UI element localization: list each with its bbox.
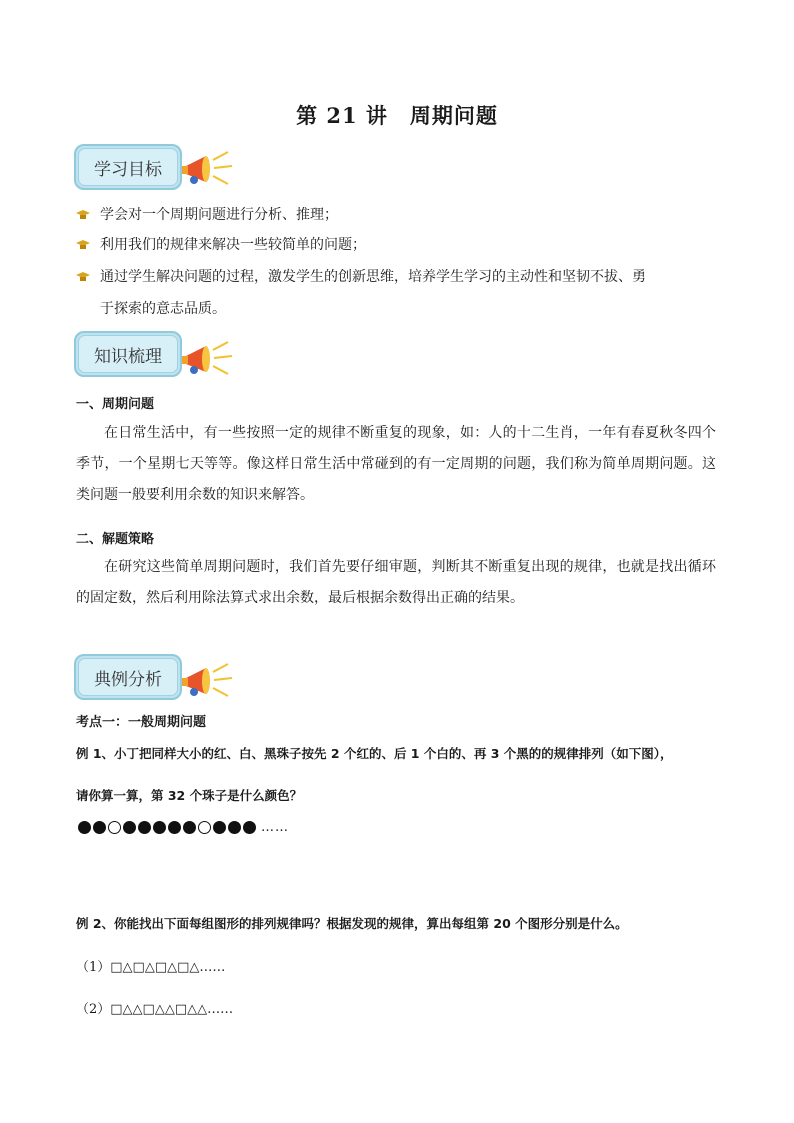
megaphone-icon [180, 662, 234, 702]
graduation-cap-icon [76, 270, 90, 284]
black-bead [138, 821, 151, 834]
page-title: 第 21 讲 周期问题 [296, 103, 498, 128]
black-bead [168, 821, 181, 834]
graduation-cap-icon [76, 238, 90, 252]
section-banner-knowledge [74, 331, 182, 377]
white-bead [198, 821, 211, 834]
example-1-text: 例 1、小丁把同样大小的红、白、黑珠子按先 2 个红的、后 1 个白的、再 3 个黑的的规律排列（如下图）， [76, 746, 673, 761]
example-2-question-2: （2）□△△□△△□△△…… [76, 1002, 234, 1017]
example-1-question: 请你算一算，第 32 个珠子是什么颜色？ [76, 788, 303, 803]
black-bead [78, 821, 91, 834]
black-bead [243, 821, 256, 834]
black-bead [153, 821, 166, 834]
example-2-text: 例 2、你能找出下面每组图形的排列规律吗？根据发现的规律，算出每组第 20 个图形分别是什么。 [76, 916, 628, 931]
subheading: 一、周期问题 [76, 397, 155, 412]
black-bead [228, 821, 241, 834]
section-banner-label: 知识梳理 [78, 335, 178, 373]
paragraph: 在日常生活中，有一些按照一定的规律不断重复的现象，如：人的十二生肖，一年有春夏秋冬四个季节，一个星期七天等等。像这样日常生活中常碰到的有一定周期的问题，我们称为简单周期问题。这类问题一般要利用余数的知识来解答。 [76, 425, 716, 503]
goal-text: 利用我们的规律来解决一些较简单的问题； [100, 237, 366, 253]
black-bead [93, 821, 106, 834]
graduation-cap-icon [76, 208, 90, 222]
white-bead [108, 821, 121, 834]
bead-ellipsis: …… [261, 820, 289, 835]
section-banner-examples [74, 654, 182, 700]
black-bead [213, 821, 226, 834]
goal-text: 学会对一个周期问题进行分析、推理； [100, 207, 338, 223]
paragraph: 在研究这些简单周期问题时，我们首先要仔细审题，判断其不断重复出现的规律，也就是找出循环的固定数，然后利用除法算式求出余数，最后根据余数得出正确的结果。 [76, 559, 716, 606]
bead-sequence [78, 820, 289, 835]
black-bead [123, 821, 136, 834]
section-banner-label: 典例分析 [78, 658, 178, 696]
example-2-question-1: （1）□△□△□△□△…… [76, 960, 226, 975]
goal-text: 于探索的意志品质。 [100, 301, 226, 317]
megaphone-icon [180, 150, 234, 190]
section-banner-label: 学习目标 [78, 148, 178, 186]
goal-text: 通过学生解决问题的过程，激发学生的创新思维，培养学生学习的主动性和坚韧不拔、勇 [100, 269, 646, 285]
megaphone-icon [180, 340, 234, 380]
subheading: 二、解题策略 [76, 532, 155, 547]
section-banner-goals [74, 144, 182, 190]
black-bead [183, 821, 196, 834]
exam-point-heading: 考点一：一般周期问题 [76, 715, 207, 730]
bead-list [78, 821, 258, 834]
